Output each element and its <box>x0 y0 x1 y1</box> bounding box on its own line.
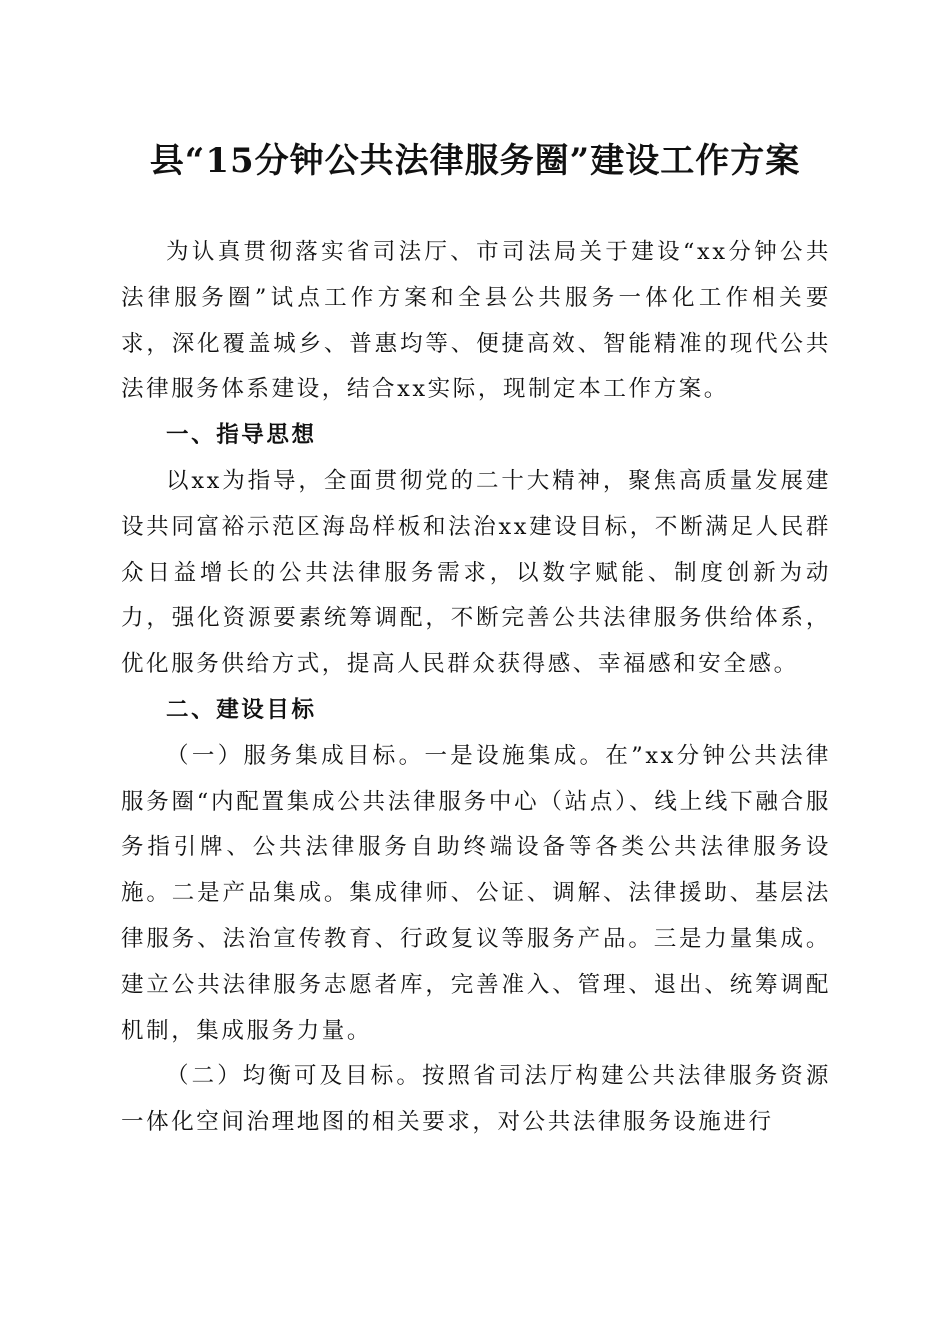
guiding-ideology-paragraph: 以xx为指导，全面贯彻党的二十大精神，聚焦高质量发展建设共同富裕示范区海岛样板和法治xx建设目标，不断满足人民群众日益增长的公共法律服务需求，以数字赋能、制度创新为动力，强化资源要素统筹调配，不断完善公共法律服务供给体系，优化服务供给方式，提高人民群众获得感、幸福感和安全感。 <box>121 467 831 678</box>
intro-paragraph: 为认真贯彻落实省司法厅、市司法局关于建设“xx分钟公共法律服务圈”试点工作方案和全县公共服务一体化工作相关要求，深化覆盖城乡、普惠均等、便捷高效、智能精准的现代公共法律服务体系建设，结合xx实际，现制定本工作方案。 <box>121 239 831 403</box>
section-heading-guiding-ideology: 一、指导思想 <box>166 422 317 449</box>
document-body <box>121 230 831 1146</box>
service-integration-paragraph: （一）服务集成目标。一是设施集成。在”xx分钟公共法律服务圈“内配置集成公共法律服务中心（站点）、线上线下融合服务指引牌、公共法律服务自助终端设备等各类公共法律服务设施。二是产品集成。集成律师、公证、调解、法律援助、基层法律服务、法治宣传教育、行政复议等服务产品。三是力量集成。建立公共法律服务志愿者库，完善准入、管理、退出、统筹调配机制，集成服务力量。 <box>121 742 831 1044</box>
balanced-access-paragraph: （二）均衡可及目标。按照省司法厅构建公共法律服务资源一体化空间治理地图的相关要求，对公共法律服务设施进行 <box>121 1063 831 1136</box>
section-heading-construction-goals: 二、建设目标 <box>166 696 317 723</box>
document-title: 县“15分钟公共法律服务圈”建设工作方案 <box>149 141 801 181</box>
